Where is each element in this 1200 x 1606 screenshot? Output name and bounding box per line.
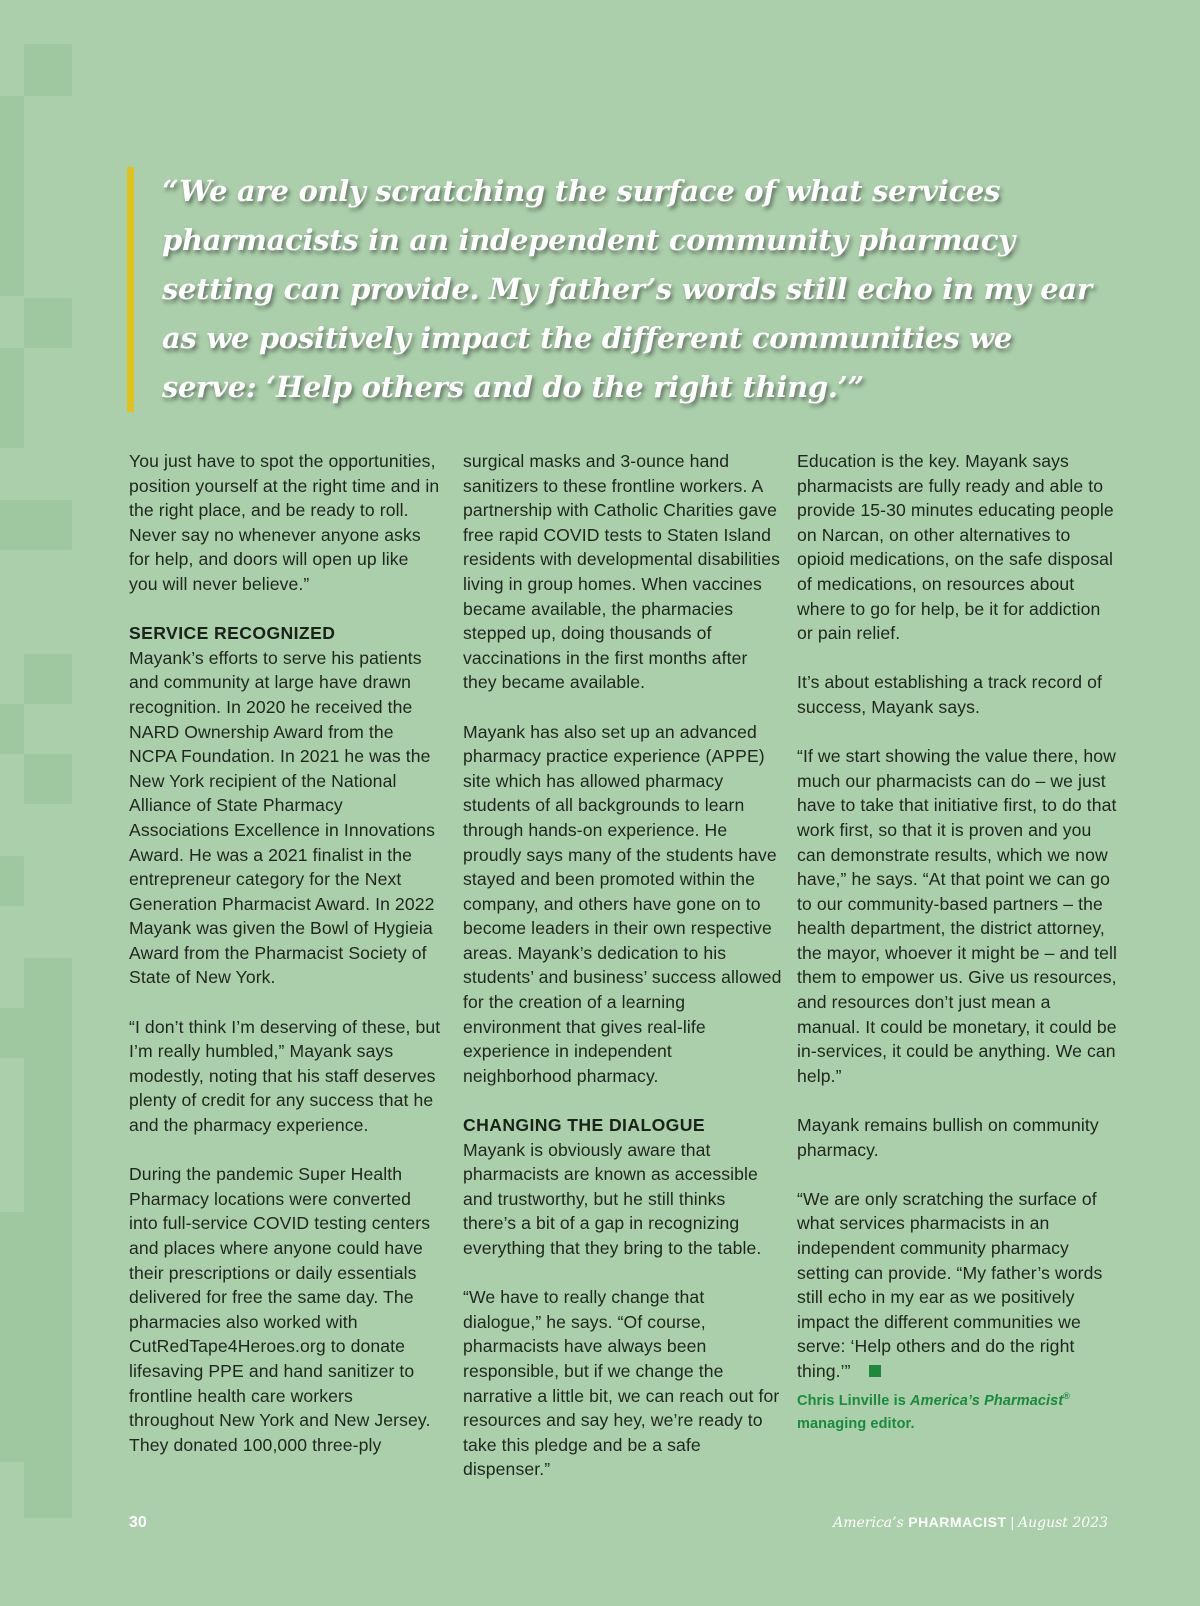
pull-quote — [127, 167, 1107, 412]
section-heading-service-recognized: SERVICE RECOGNIZED — [129, 623, 336, 644]
paragraph: “I don’t think I’m deserving of these, but I’m really humbled,” Mayank says modestly, noting that his staff deserves plenty of credit for any success that he and the pharmacy experience. — [129, 1016, 441, 1136]
registered-mark: ® — [1063, 1390, 1071, 1401]
paragraph: Mayank’s efforts to serve his patients and community at large have drawn recognition. In 2020 he received the NARD Ownership Award from the NCPA Foundation. In 2021 he was the New York recipient of the National Alliance of State Pharmacy Associations Excellence in Innovations Award. He was a 2021 finalist in the entrepreneur category for the Next Generation Pharmacist Award. In 2022 Mayank was given the Bowl of Hygieia Award from the Pharmacist Society of State of New York. — [129, 647, 435, 988]
paragraph: Mayank is obviously aware that pharmacists are known as accessible and trustworthy, but he still thinks there’s a bit of a gap in recognizing everything that they bring to the table. — [463, 1139, 762, 1258]
article-column-3 — [797, 449, 1117, 1461]
section-heading-changing-dialogue: CHANGING THE DIALOGUE — [463, 1115, 706, 1136]
masthead-separator: | — [1006, 1514, 1018, 1530]
paragraph: Mayank has also set up an advanced pharmacy practice experience (APPE) site which has allowed pharmacy students of all backgrounds to learn through hands-on experience. He proudly says many of the students have stayed and been promoted within the company, and others have gone on to become leaders in their own respective areas. Mayank’s dedication to his students’ and business’ success allowed for the creation of a learning environment that gives real-life experience in independent neighborhood pharmacy. — [463, 721, 782, 1086]
page-number: 30 — [129, 1514, 147, 1531]
end-of-article-icon — [869, 1365, 881, 1377]
paragraph: You just have to spot the opportunities, position yourself at the right time and in the right place, and be ready to roll. Never say no whenever anyone asks for help, and doors will open up like you will never believe.” — [129, 451, 440, 594]
closing-quote: “We are only scratching the surface of what services pharmacists in an independent community pharmacy setting can provide. “My father’s words still echo in my ear as we positively impact the different communities we serve: ‘Help others and do the right thing.’” — [797, 1188, 1103, 1381]
paragraph: During the pandemic Super Health Pharmacy locations were converted into full-service COVID testing centers and places where anyone could have their prescriptions or daily essentials delivered for free the same day. The pharmacies also worked with CutRedTape4Heroes.org to donate lifesaving PPE and hand sanitizer to frontline health care workers throughout New York and New Jersey. They donated 100,000 three-ply — [129, 1164, 431, 1455]
paragraph: It’s about establishing a track record of success, Mayank says. — [797, 672, 1102, 717]
issue-date: August 2023 — [1018, 1515, 1108, 1531]
decorative-squares — [0, 0, 80, 1606]
paragraph: Education is the key. Mayank says pharmacists are fully ready and able to provide 15-30 minutes educating people on Narcan, on other alternatives to opioid medications, on the safe disposal of medications, on resources about where to go for help, be it for addiction or pain relief. — [797, 451, 1114, 644]
paragraph: “If we start showing the value there, how much our pharmacists can do – we just have to take that initiative first, to do that work first, so that it is proven and you can demonstrate results, which we now have,” he says. “At that point we can go to our community-based partners – the health department, the district attorney, the mayor, whoever it might be – and tell them to empower us. Give us resources, and resources don’t just mean a manual. It could be monetary, it could be in-services, it could be anything. We can help.” — [797, 746, 1117, 1086]
masthead-italic: America’s — [833, 1515, 909, 1531]
byline-publication: America’s Pharmacist — [910, 1392, 1064, 1409]
author-byline — [797, 1384, 1117, 1437]
paragraph: Mayank remains bullish on community pharmacy. — [797, 1115, 1099, 1160]
paragraph: surgical masks and 3-ounce hand sanitizers to these frontline workers. A partnership with Catholic Charities gave free rapid COVID tests to Staten Island residents with developmental disabilities living in group homes. When vaccines became available, the pharmacies stepped up, doing thousands of vaccinations in the first months after they became available. — [463, 451, 781, 693]
footer-masthead — [833, 1514, 1108, 1531]
article-column-1 — [129, 449, 441, 1457]
byline-role: managing editor. — [797, 1416, 915, 1433]
paragraph: “We have to really change that dialogue,” he says. “Of course, pharmacists have always been responsible, but if we change the narrative a little bit, we can reach out for resources and say hey, we’re ready to take this pledge and be a safe dispenser.” — [463, 1287, 780, 1480]
byline-text: Chris Linville is — [797, 1392, 910, 1409]
paragraph — [797, 1187, 1117, 1384]
article-column-2 — [463, 449, 783, 1482]
masthead-bold: PHARMACIST — [908, 1514, 1007, 1530]
pull-quote-text: “We are only scratching the surface of what services pharmacists in an independent community pharmacy setting can provide. My father’s words still echo in my ear as we positively impact the different communities we serve: ‘Help others and do the right thing.’” — [162, 174, 1092, 404]
